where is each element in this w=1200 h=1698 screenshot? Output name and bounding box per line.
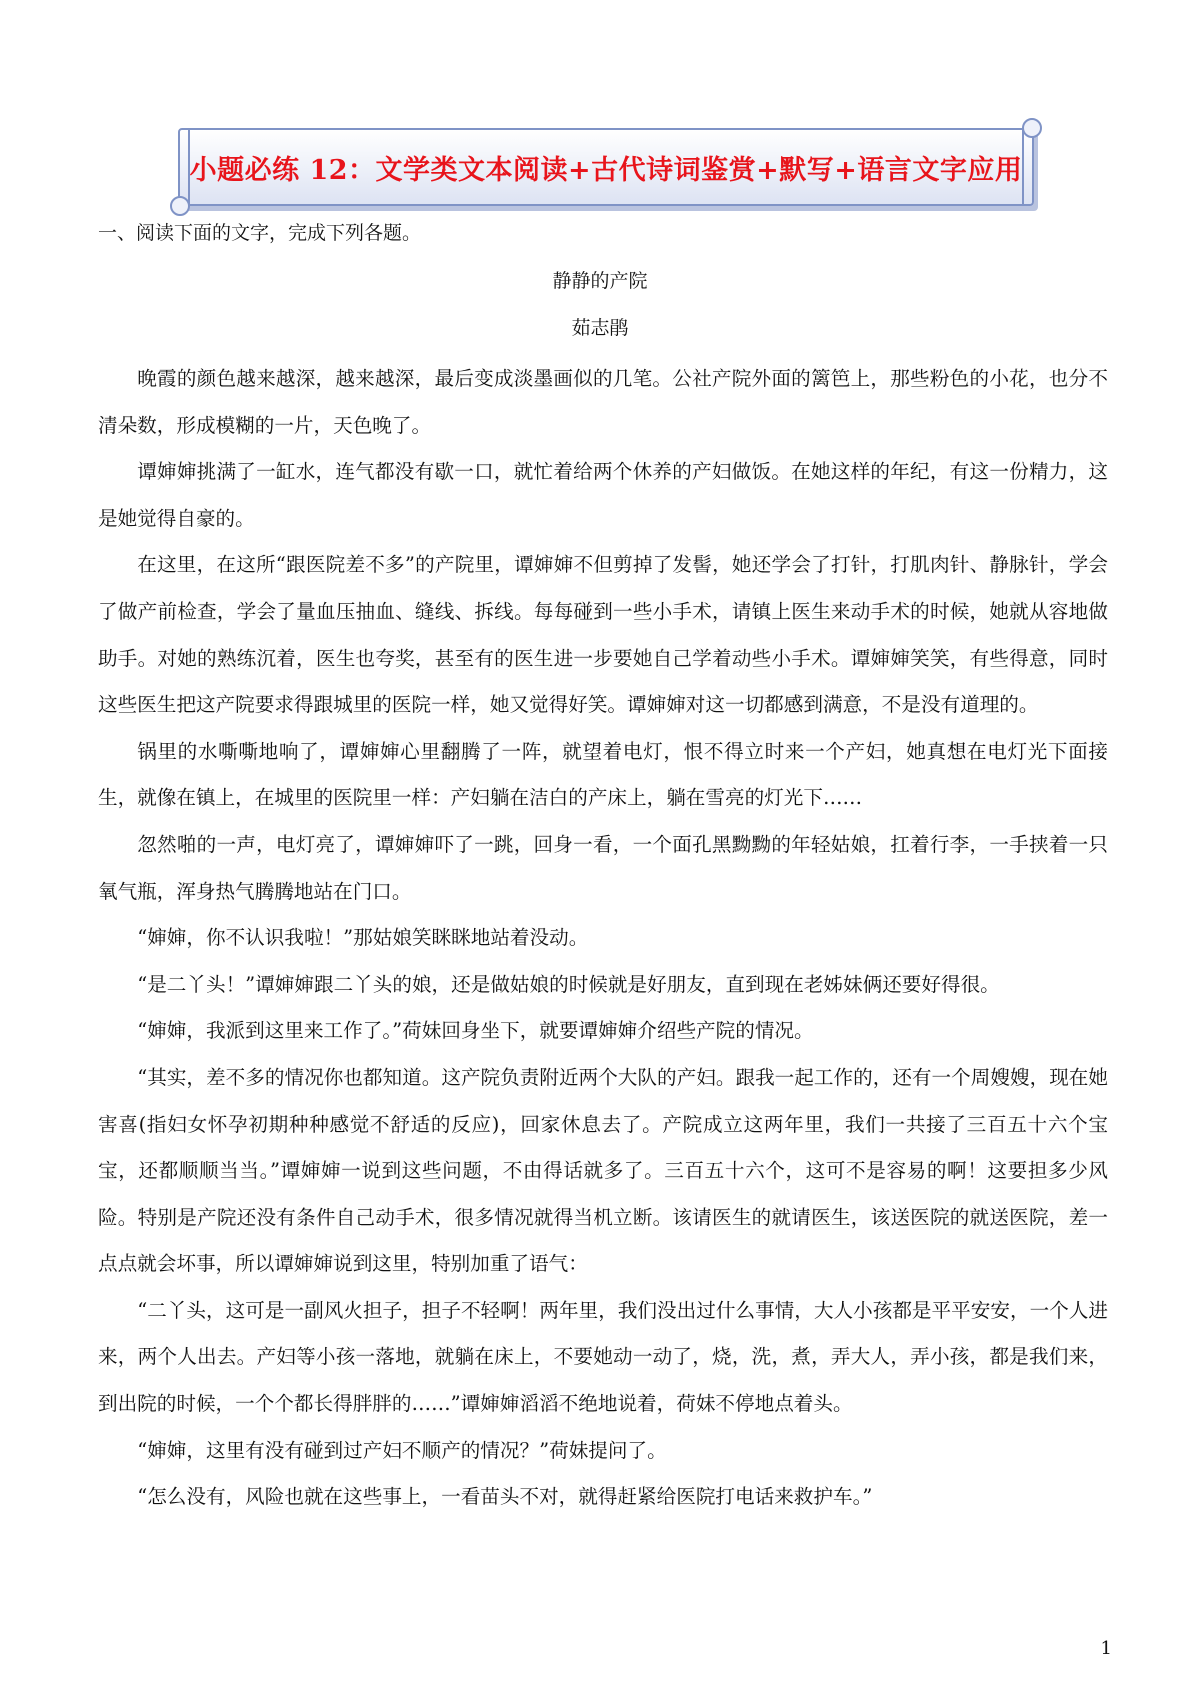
story-author: 茹志鹃 xyxy=(571,317,629,339)
paragraph: 锅里的水嘶嘶地响了，谭婶婶心里翻腾了一阵，就望着电灯，恨不得立时来一个产妇，她真想在电灯光下面接生，就像在镇上，在城里的医院里一样：产妇躺在洁白的产床上，躺在雪亮的灯光下…… xyxy=(98,739,1108,810)
paragraph: “婶婶，我派到这里来工作了。”荷妹回身坐下，就要谭婶婶介绍些产院的情况。 xyxy=(137,1019,814,1043)
page-number: 1 xyxy=(1100,1638,1112,1659)
paragraph: “其实，差不多的情况你也都知道。这产院负责附近两个大队的产妇。跟我一起工作的，还有一个周嫂嫂，现在她害喜(指妇女怀孕初期种种感觉不舒适的反应)，回家休息去了。产院成立这两年里，我们一共接了三百五十六个宝宝，还都顺顺当当。”谭婶婶一说到这些问题，不由得话就多了。三百五十六个，这可不是容易的啊！这要担多少风险。特别是产院还没有条件自己动手术，很多情况就得当机立断。该请医生的就请医生，该送医院的就送医院，差一点点就会坏事，所以谭婶婶说到这里，特别加重了语气： xyxy=(98,1065,1108,1276)
paragraph: 谭婶婶挑满了一缸水，连气都没有歇一口，就忙着给两个休养的产妇做饭。在她这样的年纪，有这一份精力，这是她觉得自豪的。 xyxy=(98,460,1108,530)
story-title: 静静的产院 xyxy=(552,270,648,292)
scroll-left-edge xyxy=(188,128,190,206)
paragraph: 忽然啪的一声，电灯亮了，谭婶婶吓了一跳，回身一看，一个面孔黑黝黝的年轻姑娘，扛着行李，一手挟着一只氧气瓶，浑身热气腾腾地站在门口。 xyxy=(98,832,1108,903)
banner-title: 小题必练 12：文学类文本阅读+古代诗词鉴赏+默写+语言文字应用 xyxy=(189,154,1023,186)
paragraph: “怎么没有，风险也就在这些事上，一看苗头不对，就得赶紧给医院打电话来救护车。” xyxy=(137,1485,873,1509)
scroll-right-edge xyxy=(1022,128,1024,206)
title-banner xyxy=(178,128,1034,206)
paragraph: “二丫头，这可是一副风火担子，担子不轻啊！两年里，我们没出过什么事情，大人小孩都是平平安安，一个人进来，两个人出去。产妇等小孩一落地，就躺在床上，不要她动一动了，烧，洗，煮，弄大人，弄小孩，都是我们来，到出院的时候，一个个都长得胖胖的……”谭婶婶滔滔不绝地说着，荷妹不停地点着头。 xyxy=(98,1298,1108,1416)
scroll-curl-icon xyxy=(1022,118,1042,138)
scroll-curl-icon xyxy=(170,196,190,216)
section-heading: 一、阅读下面的文字，完成下列各题。 xyxy=(98,222,422,244)
story-body xyxy=(98,356,1108,1521)
paragraph: 晚霞的颜色越来越深，越来越深，最后变成淡墨画似的几笔。公社产院外面的篱笆上，那些粉色的小花，也分不清朵数，形成模糊的一片，天色晚了。 xyxy=(98,367,1108,437)
paragraph: 在这里，在这所“跟医院差不多”的产院里，谭婶婶不但剪掉了发髻，她还学会了打针，打肌肉针、静脉针，学会了做产前检查，学会了量血压抽血、缝线、拆线。每每碰到一些小手术，请镇上医生来动手术的时候，她就从容地做助手。对她的熟练沉着，医生也夸奖，甚至有的医生进一步要她自己学着动些小手术。谭婶婶笑笑，有些得意，同时这些医生把这产院要求得跟城里的医院一样，她又觉得好笑。谭婶婶对这一切都感到满意，不是没有道理的。 xyxy=(98,553,1108,717)
paragraph: “是二丫头！”谭婶婶跟二丫头的娘，还是做姑娘的时候就是好朋友，直到现在老姊妹俩还要好得很。 xyxy=(137,972,1000,996)
paragraph: “婶婶，你不认识我啦！”那姑娘笑眯眯地站着没动。 xyxy=(137,926,589,950)
paragraph: “婶婶，这里有没有碰到过产妇不顺产的情况？”荷妹提问了。 xyxy=(137,1438,667,1462)
